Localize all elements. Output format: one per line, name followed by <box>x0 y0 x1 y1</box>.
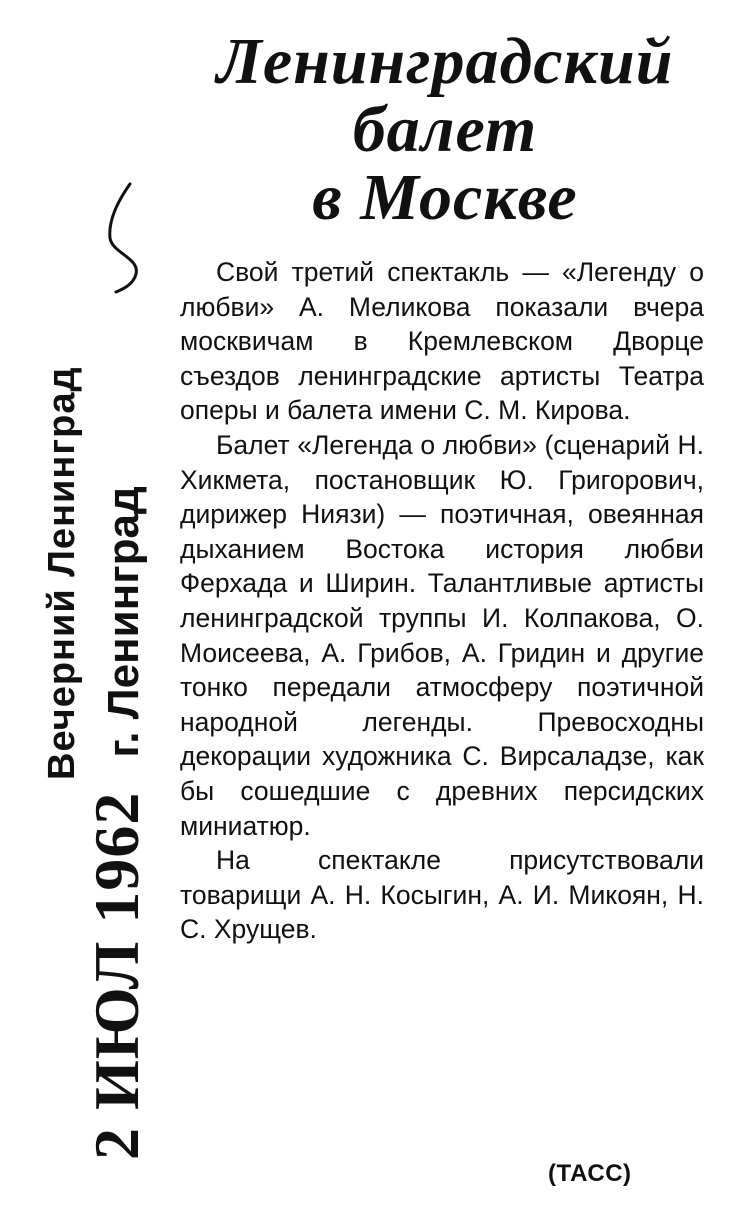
article-source: (ТАСС) <box>548 1160 632 1187</box>
article-paragraph-1: Свой третий спектакль — «Легенду о любви» А. Меликова показали вчера москвичам в Кремлевском Дворце съездов ленинградские артисты Театра оперы и балета имени С. М. Кирова. <box>180 257 704 426</box>
stamp-date-line <box>81 366 152 1160</box>
stamp-date: 2 ИЮЛ 1962 <box>81 791 152 1160</box>
article-body <box>180 255 704 947</box>
article-paragraph-3: На спектакле присутствовали товарищи А. Н. Косыгин, А. И. Микоян, Н. С. Хрущев. <box>180 845 704 945</box>
stamp-city: г. Ленинград <box>99 486 148 758</box>
handwritten-mark <box>100 178 160 298</box>
article-paragraph-2: Балет «Легенда о любви» (сценарий Н. Хикмета, постановщик Ю. Григорович, дирижер Ниязи) — поэтичная, овеянная дыханием Востока история любви Ферхада и Ширин. Талантливые артисты ленинградской труппы И. Колпакова, О. Моисеева, А. Грибов, А. Гридин и другие тонко передали атмосферу поэтичной народной легенды. Превосходны декорации художника С. Вирсаладзе, как бы сошедшие с древних персидских миниатюр. <box>180 429 704 841</box>
headline-line-2: балет <box>352 93 538 166</box>
headline <box>160 25 730 234</box>
headline-line-3: в Москве <box>312 161 578 234</box>
stamp-newspaper-name: Вечерний Ленинград <box>41 366 83 780</box>
headline-line-1: Ленинградский <box>216 25 674 98</box>
date-stamp <box>40 366 152 1160</box>
